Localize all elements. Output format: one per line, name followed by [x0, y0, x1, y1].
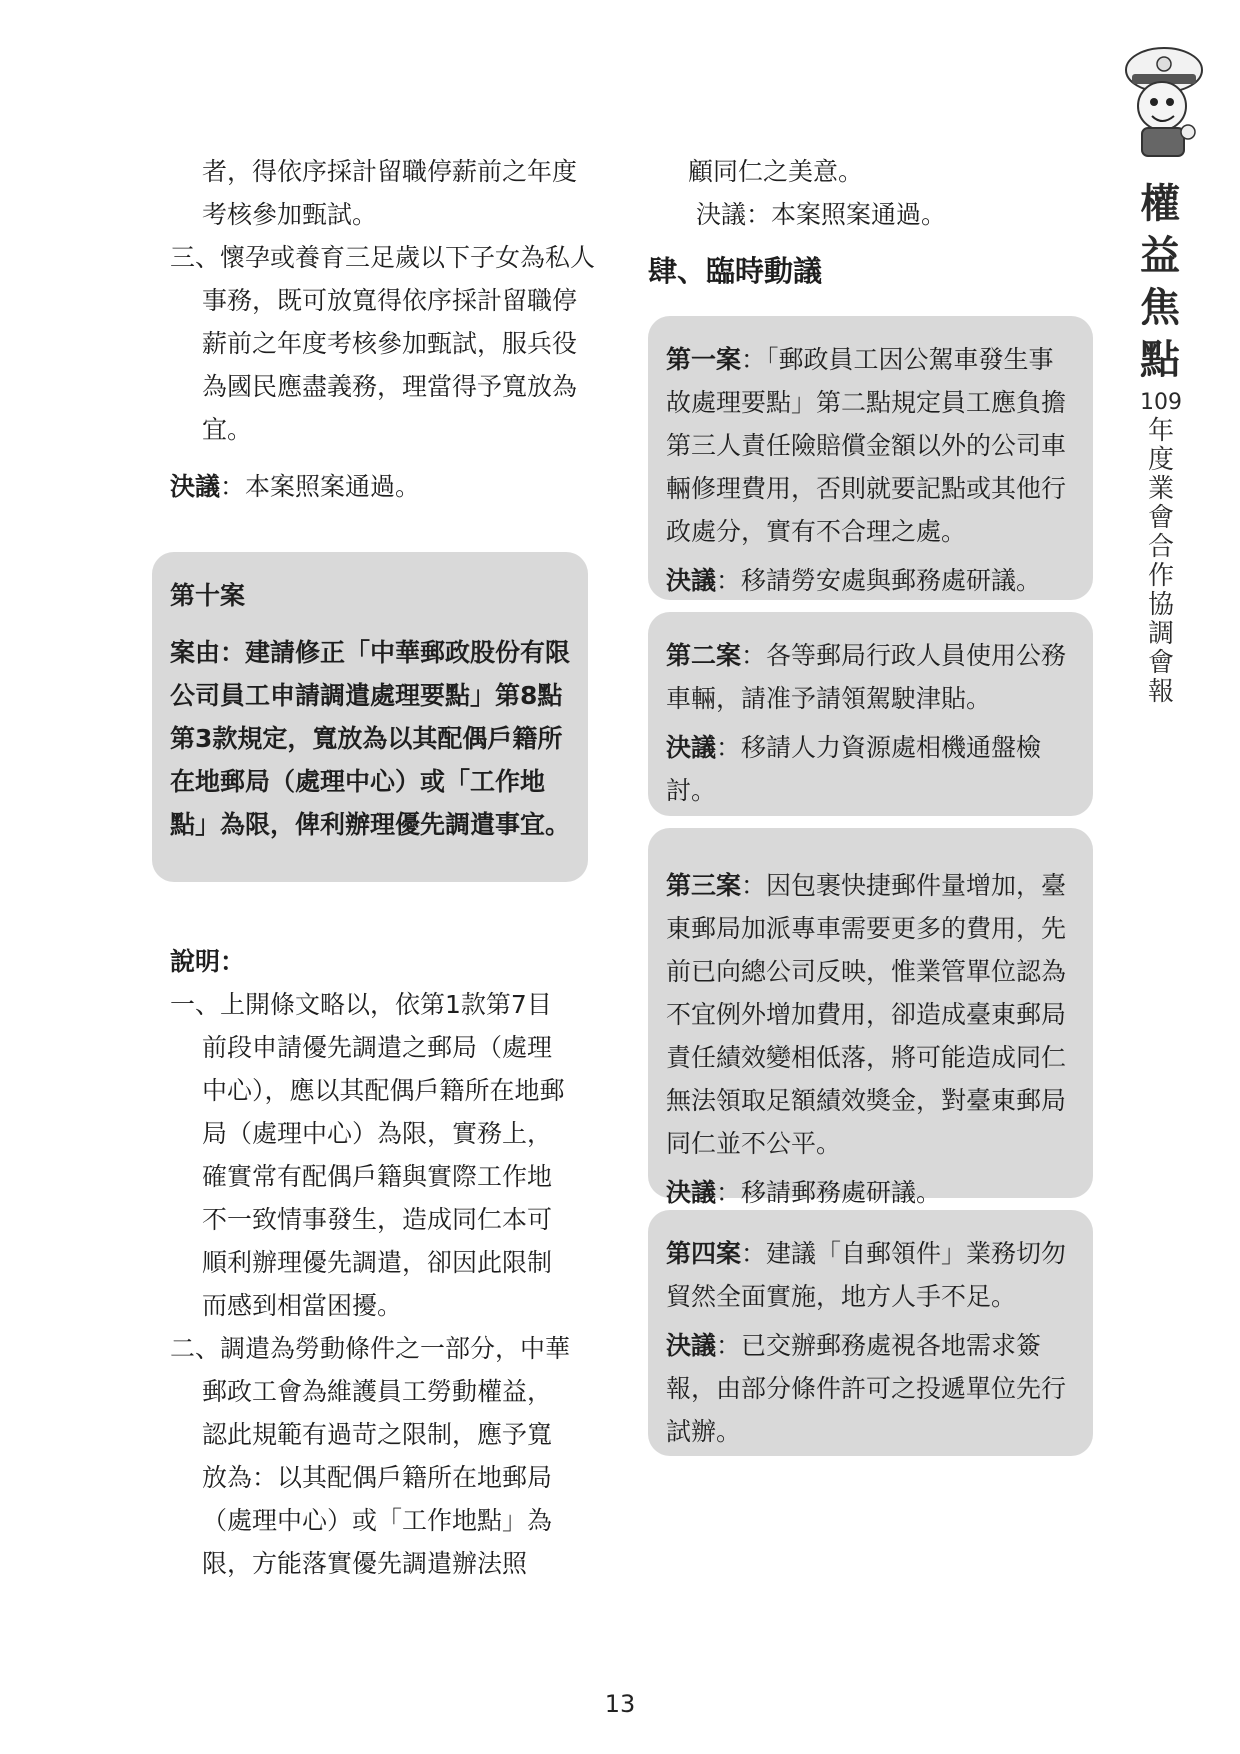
subtitle-char: 作: [1147, 561, 1174, 591]
subtitle-char: 年: [1147, 416, 1174, 446]
case-label: 第二案: [666, 641, 742, 670]
continued-resolution: 決議：本案照案通過。: [696, 200, 947, 229]
subtitle-char: 109: [1140, 390, 1182, 415]
case-text: ：各等郵局行政人員使用公務車輛，請准予請領駕駛津貼。: [666, 641, 1067, 713]
page-number: 13: [604, 1690, 636, 1718]
explanation-item-2: 二、調遣為勞動條件之一部分，中華郵政工會為維護員工勞動權益，認此規範有過苛之限制，應予寬放為：以其配偶戶籍所在地郵局（處理中心）或「工作地點」為限，方能落實優先調遣辦法照: [170, 1334, 571, 1578]
case-text: ：「郵政員工因公駕車發生事故處理要點」第二點規定員工應負擔第三人責任險賠償金額以外的公司車輛修理費用，否則就要記點或其他行政處分，實有不合理之處。: [666, 345, 1067, 546]
sidebar-vertical-title: [1118, 0, 1208, 760]
case-10-title: 第十案: [170, 581, 246, 610]
title-char: 焦: [1140, 284, 1180, 331]
explanation-label: 說明：: [170, 947, 246, 976]
subtitle-char: 會: [1147, 503, 1174, 533]
resolution-label: 決議: [666, 733, 717, 762]
resolution-text: ：已交辦郵務處視各地需求簽報，由部分條件許可之投遞單位先行試辦。: [666, 1331, 1067, 1446]
resolution-text: ：移請郵務處研議。: [716, 1178, 942, 1207]
case-10-reason: 案由：建請修正「中華郵政股份有限公司員工申請調遣處理要點」第8點第3款規定，寬放為以其配偶戶籍所在地郵局（處理中心）或「工作地點」為限，俾利辦理優先調遣事宜。: [170, 638, 571, 839]
subtitle-char: 度: [1147, 445, 1174, 475]
resolution-text: ：移請勞安處與郵務處研議。: [716, 566, 1042, 595]
subtitle-char: 業: [1147, 474, 1174, 504]
case-label: 第三案: [666, 871, 742, 900]
explanation-item-3: 三、懷孕或養育三足歲以下子女為私人事務，既可放寬得依序採計留職停薪前之年度考核參加甄試，服兵役為國民應盡義務，理當得予寬放為宜。: [170, 243, 596, 444]
case-label: 第一案: [666, 345, 742, 374]
case-4-box: [648, 1210, 1093, 1456]
continued-paragraph: 顧同仁之美意。: [688, 157, 864, 186]
title-char: 點: [1140, 336, 1180, 383]
resolution-label: 決議: [666, 1331, 717, 1360]
left-column: [170, 150, 600, 1578]
case-text: ：因包裹快捷郵件量增加，臺東郵局加派專車需要更多的費用，先前已向總公司反映，惟業管單位認為不宜例外增加費用，卻造成臺東郵局責任績效變相低落，將可能造成同仁無法領取足額績效獎金，對臺東郵局同仁並不公平。: [666, 871, 1067, 1158]
case-10-box: [152, 552, 588, 882]
subtitle-char: 合: [1147, 532, 1174, 562]
section-title-vertical: [1130, 178, 1190, 386]
case-3-box: [648, 828, 1093, 1207]
title-char: 權: [1140, 180, 1180, 227]
case-label: 第四案: [666, 1239, 742, 1268]
resolution-text: ：本案照案通過。: [220, 472, 421, 501]
case-text: ：建議「自郵領件」業務切勿貿然全面實施，地方人手不足。: [666, 1239, 1067, 1311]
subtitle-char: 協: [1147, 590, 1174, 620]
right-column: [648, 150, 1093, 1446]
subtitle-char: 報: [1147, 677, 1174, 707]
case-1-box: [648, 316, 1093, 600]
resolution-text: ：移請人力資源處相機通盤檢討。: [666, 733, 1042, 805]
case-2-box: [648, 612, 1093, 816]
resolution-label: 決議: [666, 1178, 717, 1207]
resolution-label: 決議: [170, 472, 221, 501]
subtitle-char: 會: [1147, 648, 1174, 678]
resolution: [170, 465, 600, 508]
explanation-item-1: 一、上開條文略以，依第1款第7目前段申請優先調遣之郵局（處理中心），應以其配偶戶籍所在地郵局（處理中心）為限，實務上，確實常有配偶戶籍與實際工作地不一致情事發生，造成同仁本可順利辦理優先調遣，卻因此限制而感到相當困擾。: [170, 990, 565, 1320]
subtitle-char: 調: [1147, 619, 1174, 649]
section-heading: 肆、臨時動議: [648, 254, 823, 288]
resolution-label: 決議: [666, 566, 717, 595]
title-char: 益: [1140, 232, 1180, 279]
subtitle-vertical: [1138, 388, 1184, 707]
continued-paragraph: 者，得依序採計留職停薪前之年度考核參加甄試。: [202, 157, 578, 229]
